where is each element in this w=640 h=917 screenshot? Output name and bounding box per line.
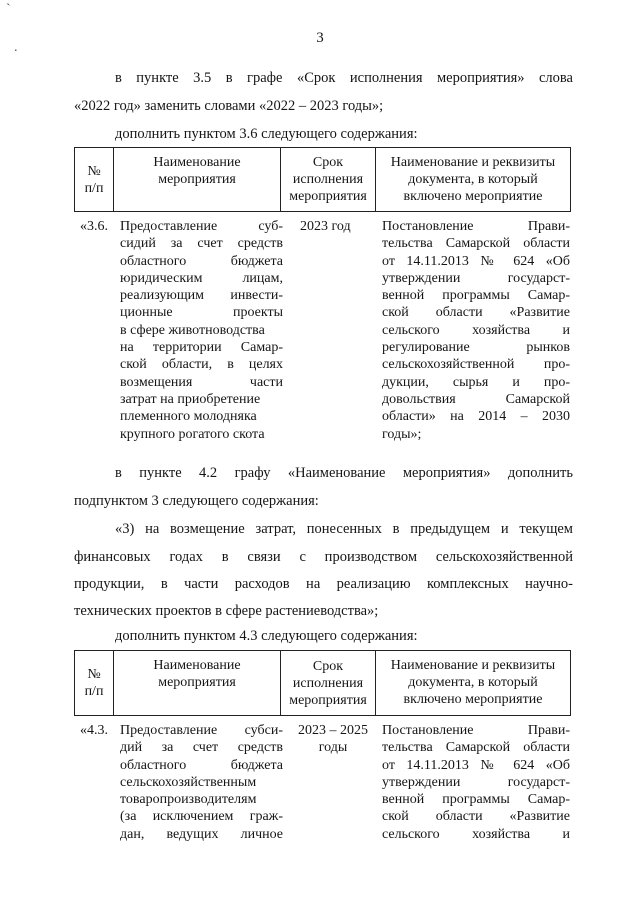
row-1-num: «3.6.: [80, 219, 108, 234]
table-2-header: [74, 650, 571, 716]
scan-mark: .: [14, 40, 18, 55]
row-2-name: Предоставление субси- дий за счет средств областного бюджета сельскохозяйственным товаропроизводителям (за исключением граж- дан, ведущих личное: [120, 723, 283, 842]
header-doc: Наименование и реквизиты документа, в который включено мероприятие: [375, 650, 571, 716]
intro-line-3: дополнить пунктом 3.6 следующего содержания:: [115, 126, 418, 142]
middle-line-5: продукции, в части расходов на реализацию комплексных научно-: [74, 576, 573, 592]
header-num: № п/п: [74, 650, 114, 716]
row-2-num: «4.3.: [80, 723, 108, 738]
middle-line-1: в пункте 4.2 графу «Наименование мероприятия» дополнить: [115, 465, 573, 481]
header-term: Срок исполнения мероприятия: [280, 147, 376, 212]
row-1-doc: Постановление Прави- тельства Самарской области от 14.11.2013 № 624 «Об утверждении государст- венной программы Самар- ской области «Развитие сельского хозяйства и регулирование рынков сельскохозяйственной про- дукции, сырья и про- довольствия Самарской области» на 2014 – 2030 годы»;: [382, 219, 570, 442]
row-2-doc: Постановление Прави- тельства Самарской области от 14.11.2013 № 624 «Об утверждении государст- венной программы Самар- ской области «Развитие сельского хозяйства и: [382, 723, 570, 842]
intro-line-2: «2022 год» заменить словами «2022 – 2023 годы»;: [74, 98, 384, 114]
middle-line-6: технических проектов в сфере растениеводства»;: [74, 603, 379, 619]
table-1-header: [74, 147, 571, 212]
header-name: Наименование мероприятия: [113, 650, 281, 716]
header-doc: Наименование и реквизиты документа, в который включено мероприятие: [375, 147, 571, 212]
row-1-term: 2023 год: [300, 219, 351, 234]
intro-line-1: в пункте 3.5 в графе «Срок исполнения мероприятия» слова: [115, 70, 573, 86]
middle-line-2: подпунктом 3 следующего содержания:: [74, 493, 319, 509]
middle-line-3: «3) на возмещение затрат, понесенных в предыдущем и текущем: [115, 521, 573, 537]
header-num: № п/п: [74, 147, 114, 212]
header-name: Наименование мероприятия: [113, 147, 281, 212]
page-number: 3: [316, 30, 324, 46]
middle-line-4: финансовых годах в связи с производством сельскохозяйственной: [74, 549, 573, 565]
header-term: Срок исполнения мероприятия: [280, 650, 376, 716]
row-2-term: 2023 – 2025 годы: [298, 723, 368, 756]
middle-line-7: дополнить пунктом 4.3 следующего содержания:: [115, 628, 418, 644]
scan-mark: `: [6, 2, 11, 17]
row-1-name: Предоставление суб- сидий за счет средств областного бюджета юридическим лицам, реализующим инвести- ционные проекты в сфере животноводства на территории Самар- ской области, в целях возмещения части затрат на приобретение племенного молодняка крупного рогатого скота: [120, 219, 283, 442]
